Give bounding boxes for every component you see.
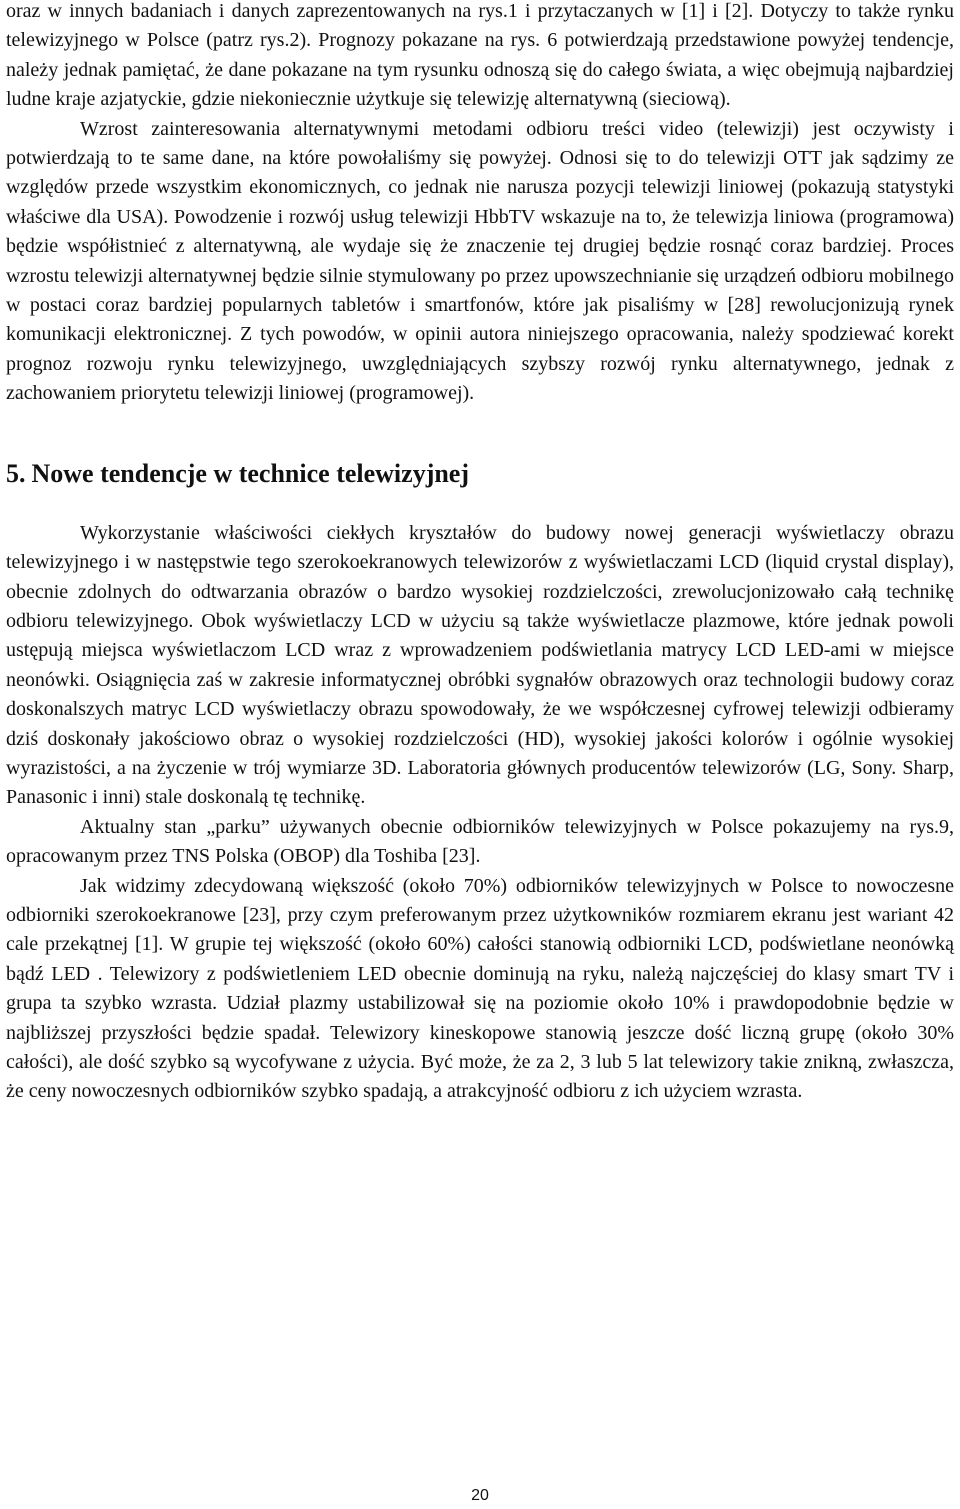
paragraph-lcd-displays: Wykorzystanie właściwości ciekłych kryształów do budowy nowej generacji wyświetlaczy obrazu telewizyjnego i w następstwie tego szerokoekranowych telewizorów z wyświetlaczami LCD (liquid crystal display), obecnie zdolnych do odtwarzania obrazów o bardzo wysokiej rozdzielczości, zrewolucjonizowało całą technikę odbioru telewizyjnego. Obok wyświetlaczy LCD w użyciu są także wyświetlacze plazmowe, które jednak powoli ustępują miejsca wyświetlaczom LCD wraz z wprowadzeniem podświetlania matrycy LCD LED-ami w miejsce neonówki. Osiągnięcia zaś w zakresie informatycznej obróbki sygnałów obrazowych oraz technologii budowy coraz doskonalszych matryc LCD wyświetlaczy obrazu spowodowały, że we współczesnej cyfrowej telewizji odbieramy dziś doskonały jakościowo obraz o wysokiej rozdzielczości (HD), wysokiej jakości kolorów i ogólnie wysokiej wyrazistości, a na życzenie w trój wymiarze 3D. Laboratoria głównych producentów telewizorów (LG, Sony. Sharp, Panasonic i inni) stale doskonalą tę technikę. bbox=[6, 521, 954, 809]
page-body bbox=[6, 0, 954, 1107]
page-number: 20 bbox=[471, 1487, 489, 1504]
paragraph-market-share: Jak widzimy zdecydowaną większość (około 70%) odbiorników telewizyjnych w Polsce to nowoczesne odbiorniki szerokoekranowe [23], przy czym preferowanym przez użytkowników rozmiarem ekranu jest wariant 42 cale przekątnej [1]. W grupie tej większość (około 60%) całości stanowią odbiorniki LCD, podświetlane neonówką bądź LED . Telewizory z podświetleniem LED obecnie dominują na ryku, należą najczęściej do klasy smart TV i grupa ta szybko wzrasta. Udział plazmy ustabilizował się na poziomie około 10% i prawdopodobnie będzie w najbliższej przyszłości będzie spadał. Telewizory kineskopowe stanowią jeszcze dość liczną grupę (około 30% całości), ale dość szybko są wycofywane z użycia. Być może, że za 2, 3 lub 5 lat telewizory takie znikną, zwłaszcza, że ceny nowoczesnych odbiorników szybko spadają, a atrakcyjność odbioru z ich użyciem wzrasta. bbox=[6, 874, 954, 1103]
section-number: 5. bbox=[6, 458, 26, 488]
paragraph-tv-park: Aktualny stan „parku” używanych obecnie odbiorników telewizyjnych w Polsce pokazujemy na rys.9, opracowanym przez TNS Polska (OBOP) dla Toshiba [23]. bbox=[6, 815, 954, 868]
paragraph-continuation: oraz w innych badaniach i danych zaprezentowanych na rys.1 i przytaczanych w [1] i [2]. Dotyczy to także rynku telewizyjnego w Polsce (patrz rys.2). Prognozy pokazane na rys. 6 potwierdzają przedstawione powyżej tendencje, należy jednak pamiętać, że dane pokazane na tym rysunku odnoszą się do całego świata, a więc obejmują najbardziej ludne kraje azjatyckie, gdzie niekoniecznie użytkuje się telewizję alternatywną (sieciową). bbox=[6, 0, 954, 111]
heading-spacer bbox=[6, 491, 954, 519]
section-title: Nowe tendencje w technice telewizyjnej bbox=[31, 458, 470, 488]
paragraph-alternative-tv: Wzrost zainteresowania alternatywnymi metodami odbioru treści video (telewizji) jest oczywisty i potwierdzają to te same dane, na które powołaliśmy się powyżej. Odnosi się to do telewizji OTT jak sądzimy ze względów przede wszystkim ekonomicznych, co jednak nie narusza pozycji telewizji liniowej (pokazują statystyki właściwe dla USA). Powodzenie i rozwój usług telewizji HbbTV wskazuje na to, że telewizja liniowa (programowa) będzie współistnieć z alternatywną, ale wydaje się że znaczenie tej drugiej będzie rosnąć coraz bardziej. Proces wzrostu telewizji alternatywnej będzie silnie stymulowany po przez upowszechnianie się urządzeń odbioru mobilnego w postaci coraz bardziej popularnych tabletów i smartfonów, które jak pisaliśmy w [28] rewolucjonizują rynek komunikacji elektronicznej. Z tych powodów, w opinii autora niniejszego opracowania, należy spodziewać korekt prognoz rozwoju rynku telewizyjnego, uwzględniających szybszy rozwój rynku alternatywnego, jednak z zachowaniem priorytetu telewizji liniowej (programowej). bbox=[6, 117, 954, 405]
section-heading bbox=[6, 457, 954, 491]
